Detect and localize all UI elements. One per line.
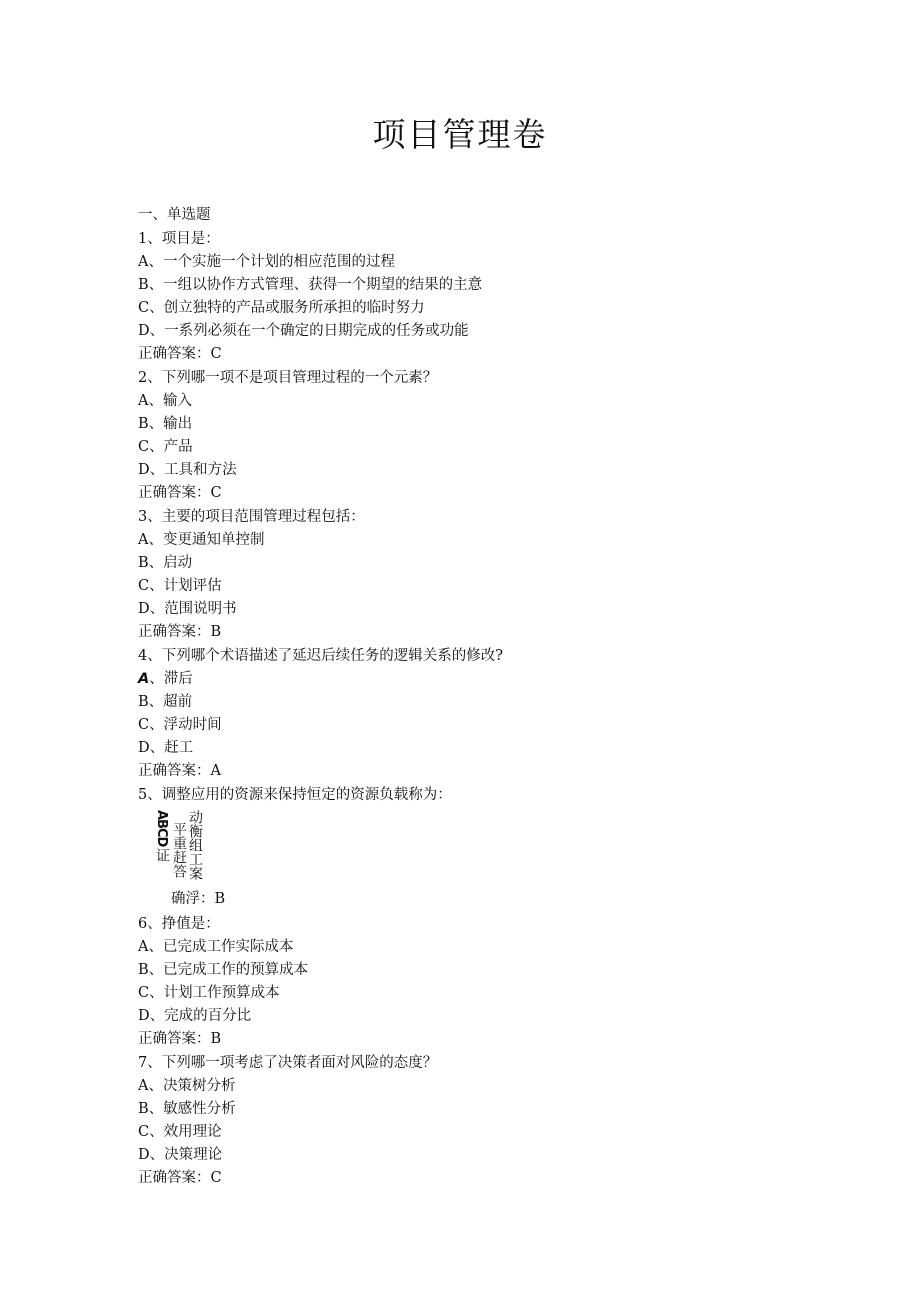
option-letters: ABCD bbox=[154, 810, 169, 847]
answer-line: 正确答案：C bbox=[138, 346, 222, 362]
garbled-options-block bbox=[154, 806, 274, 906]
answer-line: 正确答案：B bbox=[138, 624, 222, 640]
garbled-column-1: 证 bbox=[154, 848, 170, 862]
option-b: B、超前 bbox=[138, 694, 193, 710]
garbled-column-3: 动衡组工案 bbox=[187, 810, 203, 880]
answer-line: 确浮：B bbox=[171, 891, 226, 907]
option-c: C、浮动时间 bbox=[138, 717, 222, 733]
page-title: 项目管理卷 bbox=[372, 115, 548, 154]
option-d: D、完成的百分比 bbox=[138, 1008, 252, 1024]
option-a: A、输入 bbox=[138, 393, 192, 409]
option-d: D、范围说明书 bbox=[138, 601, 237, 617]
answer-line: 正确答案：C bbox=[138, 1170, 222, 1186]
option-a: A、变更通知单控制 bbox=[138, 532, 265, 548]
option-c: C、计划工作预算成本 bbox=[138, 985, 280, 1001]
option-d: D、决策理论 bbox=[138, 1147, 223, 1163]
option-a: A、一个实施一个计划的相应范围的过程 bbox=[138, 254, 395, 270]
question-stem: 1、项目是： bbox=[138, 231, 220, 247]
option-c: C、效用理论 bbox=[138, 1124, 222, 1140]
option-a: A、决策树分析 bbox=[138, 1078, 236, 1094]
answer-line: 正确答案：C bbox=[138, 485, 222, 501]
option-a-text: 、滞后 bbox=[149, 671, 193, 687]
answer-line: 正确答案：A bbox=[138, 763, 221, 779]
option-c: C、计划评估 bbox=[138, 578, 222, 594]
option-a-letter: A bbox=[138, 671, 150, 687]
question-stem: 7、下列哪一项考虑了决策者面对风险的态度？ bbox=[138, 1055, 438, 1071]
answer-line: 正确答案：B bbox=[138, 1031, 222, 1047]
option-b: B、已完成工作的预算成本 bbox=[138, 962, 309, 978]
question-stem: 6、挣值是： bbox=[138, 916, 220, 932]
option-b: B、一组以协作方式管理、获得一个期望的结果的主意 bbox=[138, 277, 483, 293]
option-b: B、敏感性分析 bbox=[138, 1101, 236, 1117]
question-stem: 3、主要的项目范围管理过程包括： bbox=[138, 509, 365, 525]
option-b: B、输出 bbox=[138, 416, 193, 432]
garbled-column-2: 平重赶答 bbox=[171, 822, 187, 878]
question-stem: 5、调整应用的资源来保持恒定的资源负载称为： bbox=[138, 787, 452, 803]
question-stem: 4、下列哪个术语描述了延迟后续任务的逻辑关系的修改? bbox=[138, 648, 503, 664]
option-c: C、创立独特的产品或服务所承担的临时努力 bbox=[138, 300, 425, 316]
option-c: C、产品 bbox=[138, 439, 193, 455]
option-a: A、已完成工作实际成本 bbox=[138, 939, 294, 955]
question-stem: 2、下列哪一项不是项目管理过程的一个元素？ bbox=[138, 370, 438, 386]
section-heading: 一、单选题 bbox=[138, 207, 211, 223]
option-b: B、启动 bbox=[138, 555, 193, 571]
option-a bbox=[138, 669, 193, 689]
option-d: D、一系列必须在一个确定的日期完成的任务或功能 bbox=[138, 323, 469, 339]
option-d: D、赶工 bbox=[138, 740, 194, 756]
option-d: D、工具和方法 bbox=[138, 462, 237, 478]
